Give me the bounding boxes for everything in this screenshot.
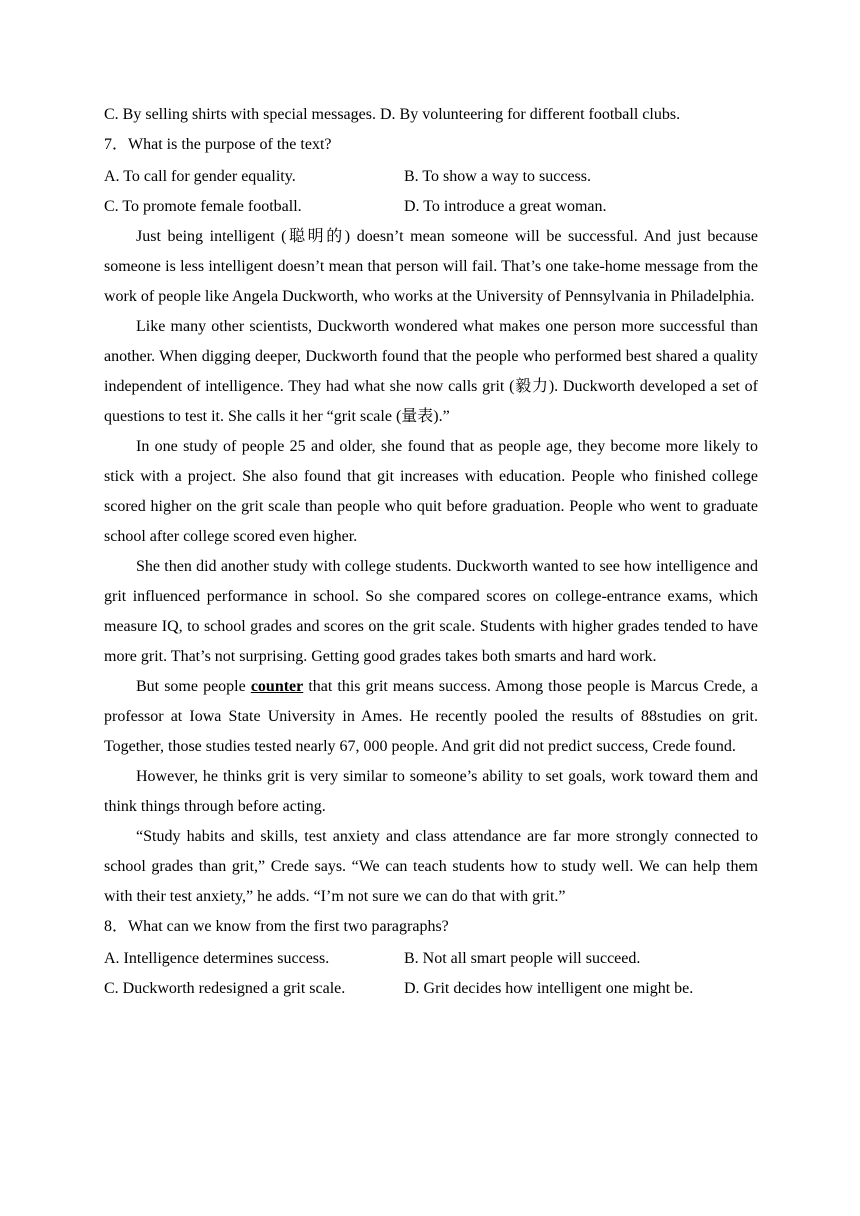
q6-option-d: D. By volunteering for different football clubs. [379, 106, 681, 123]
q7-options-ab [104, 162, 758, 192]
p5-text-after: that this grit means success. Among those people is Marcus Crede, a professor at Iowa State University in Ames. He recently pooled the results of 88studies on grit. Together, those studies tested nearly 67, 000 people. And grit did not predict success, Crede found. [104, 678, 759, 755]
keyword-counter: counter [250, 678, 304, 695]
passage-paragraph-1: Just being intelligent (聪明的) doesn’t mean someone will be successful. And just because someone is less intelligent doesn’t mean that person will fail. That’s one take-home message from the work of people like Angela Duckworth, who works at the University of Pennsylvania in Philadelphia. [104, 228, 758, 305]
page-content [104, 100, 758, 1004]
q8-option-b: B. Not all smart people will succeed. [404, 950, 641, 967]
passage-paragraph-7: “Study habits and skills, test anxiety and class attendance are far more strongly connected to school grades than grit,” Crede says. “We can teach students how to study well. We can help them with their test anxiety,” he adds. “I’m not sure we can do that with grit.” [104, 828, 758, 905]
q7-options-cd [104, 192, 758, 222]
q8-stem: 8．What can we know from the first two paragraphs? [104, 918, 449, 935]
p5-text-before: But some people [136, 678, 251, 695]
passage-paragraph-2: Like many other scientists, Duckworth wondered what makes one person more successful than another. When digging deeper, Duckworth found that the people who performed best shared a quality independent of intelligence. They had what she now calls grit (毅力). Duckworth developed a set of questions to test it. She calls it her “grit scale (量表).” [104, 318, 758, 425]
passage-paragraph-4: She then did another study with college students. Duckworth wanted to see how intelligence and grit influenced performance in school. So she compared scores on college-entrance exams, which measure IQ, to school grades and scores on the grit scale. Students with higher grades tended to have more grit. That’s not surprising. Getting good grades takes both smarts and hard work. [104, 558, 758, 665]
q7-option-a: A. To call for gender equality. [104, 168, 296, 185]
q7-option-c: C. To promote female football. [104, 198, 302, 215]
q6-options-cd [104, 100, 758, 130]
passage-paragraph-5 [104, 672, 758, 762]
q8-option-d: D. Grit decides how intelligent one might be. [404, 980, 694, 997]
q8-option-a: A. Intelligence determines success. [104, 950, 330, 967]
q7-stem: 7．What is the purpose of the text? [104, 136, 332, 153]
q8-option-c: C. Duckworth redesigned a grit scale. [104, 980, 346, 997]
q7-option-b: B. To show a way to success. [404, 168, 592, 185]
q7-option-d: D. To introduce a great woman. [404, 198, 607, 215]
passage-paragraph-6: However, he thinks grit is very similar to someone’s ability to set goals, work toward them and think things through before acting. [104, 768, 758, 815]
q8-options-ab [104, 944, 758, 974]
passage-paragraph-3: In one study of people 25 and older, she found that as people age, they become more likely to stick with a project. She also found that git increases with education. People who finished college scored higher on the grit scale than people who quit before graduation. People who went to graduate school after college scored even higher. [104, 438, 758, 545]
q6-option-c: C. By selling shirts with special messages. [104, 106, 376, 123]
q8-options-cd [104, 974, 758, 1004]
